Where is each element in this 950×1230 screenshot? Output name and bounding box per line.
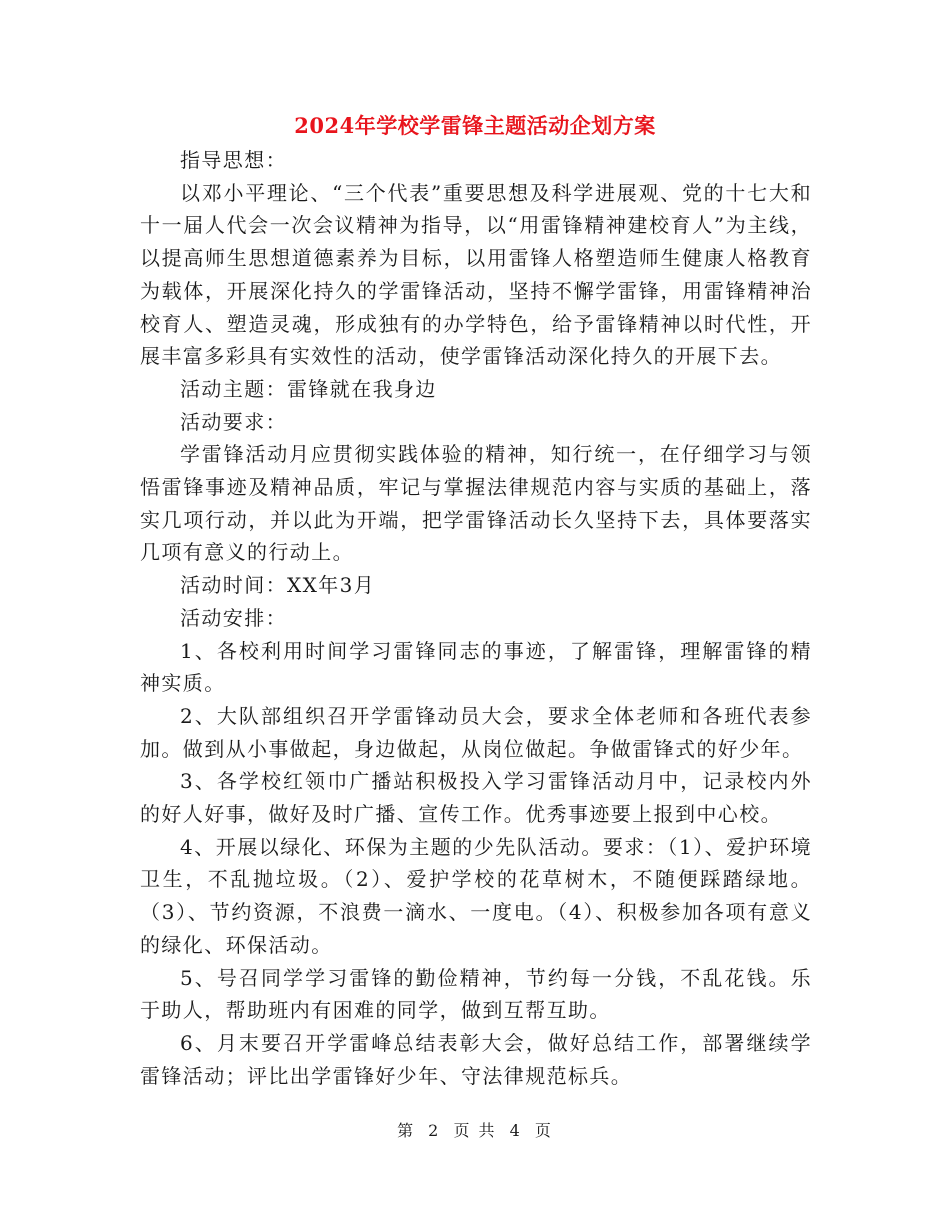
- footer-current-page: 2: [428, 1121, 441, 1140]
- footer-total-pages: 4: [509, 1121, 522, 1140]
- document-title: 2024年学校学雷锋主题活动企划方案: [294, 113, 656, 138]
- footer-prefix: 第: [397, 1121, 416, 1140]
- arrangement-item-6: 6、月末要召开学雷峰总结表彰大会，做好总结工作，部署继续学雷锋活动；评比出学雷锋好少年、守法律规范标兵。: [140, 1030, 812, 1088]
- section-heading-arrangement: 活动安排：: [180, 605, 287, 630]
- arrangement-item-1: 1、各校利用时间学习雷锋同志的事迹，了解雷锋，理解雷锋的精神实质。: [140, 638, 812, 696]
- paragraph-guiding-ideology: 以邓小平理论、“三个代表”重要思想及科学进展观、党的十七大和十一届人代会一次会议精神为指导，以“用雷锋精神建校育人”为主线，以提高师生思想道德素养为目标，以用雷锋人格塑造师生健康人格教育为载体，开展深化持久的学雷锋活动，坚持不懈学雷锋，用雷锋精神治校育人、塑造灵魂，形成独有的办学特色，给予雷锋精神以时代性，开展丰富多彩具有实效性的活动，使学雷锋活动深化持久的开展下去。: [140, 180, 812, 369]
- activity-theme: 活动主题：雷锋就在我身边: [180, 376, 437, 401]
- page-footer: [0, 1118, 950, 1141]
- document-body: [140, 144, 812, 1092]
- arrangement-item-3: 3、各学校红领巾广播站积极投入学习雷锋活动月中，记录校内外的好人好事，做好及时广播、宣传工作。优秀事迹要上报到中心校。: [140, 769, 812, 827]
- arrangement-item-5: 5、号召同学学习雷锋的勤俭精神，节约每一分钱，不乱花钱。乐于助人，帮助班内有困难的同学，做到互帮互助。: [140, 965, 812, 1023]
- arrangement-item-4: 4、开展以绿化、环保为主题的少先队活动。要求：（1）、爱护环境卫生，不乱抛垃圾。（2）、爱护学校的花草树木，不随便踩踏绿地。（3）、节约资源，不浪费一滴水、一度电。（4）、积极参加各项有意义的绿化、环保活动。: [140, 834, 812, 957]
- arrangement-item-2: 2、大队部组织召开学雷锋动员大会，要求全体老师和各班代表参加。做到从小事做起，身边做起，从岗位做起。争做雷锋式的好少年。: [140, 703, 812, 761]
- activity-time: 活动时间：XX年3月: [180, 573, 376, 598]
- section-heading-guiding-ideology: 指导思想：: [180, 148, 287, 172]
- footer-suffix: 页: [534, 1121, 553, 1140]
- section-heading-requirements: 活动要求：: [180, 409, 287, 434]
- paragraph-requirements: 学雷锋活动月应贯彻实践体验的精神，知行统一，在仔细学习与领悟雷锋事迹及精神品质，牢记与掌握法律规范内容与实质的基础上，落实几项行动，并以此为开端，把学雷锋活动长久坚持下去，具体要落实几项有意义的行动上。: [140, 442, 812, 565]
- footer-middle: 页 共: [453, 1121, 497, 1140]
